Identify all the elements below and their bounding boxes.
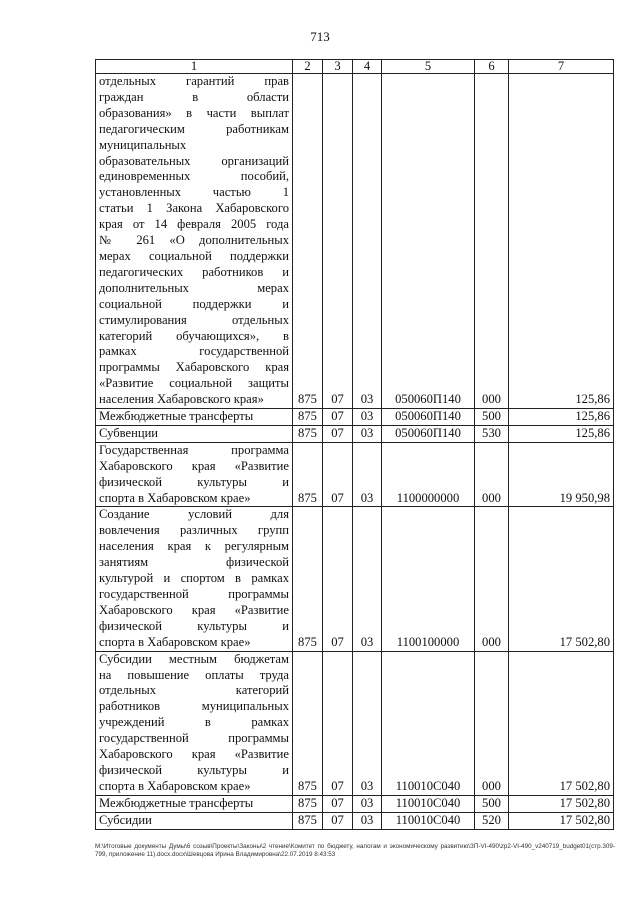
description-line: государственной программы [99,587,289,601]
description-line: учреждений в рамках [99,715,289,730]
row-description [96,442,293,507]
description-line: спорта в Хабаровском крае» [99,490,251,505]
description-line: Хабаровского края «Развитие [99,602,289,617]
section-code-cell: 07 [323,425,353,442]
description-line: муниципальных [99,137,187,152]
expense-type-cell: 000 [475,74,509,409]
subsection-code-cell: 03 [353,507,382,651]
amount-cell: 17 502,80 [509,812,614,829]
amount-cell: 17 502,80 [509,651,614,795]
header-cell: 6 [475,60,509,74]
description-line: спорта в Хабаровском крае» [99,778,251,793]
section-code-cell: 07 [323,651,353,795]
target-article-cell: 1100100000 [382,507,475,651]
expense-type-cell: 500 [475,409,509,426]
header-cell: 2 [293,60,323,74]
expense-type-cell: 000 [475,442,509,507]
description-line: № 261 «О дополнительных [99,233,289,248]
description-line: единовременных пособий, [99,169,289,184]
section-code-cell: 07 [323,507,353,651]
description-line: Субвенции [99,425,159,440]
row-description [96,74,293,409]
description-line: культурой и спортом в рамках [99,571,289,586]
budget-table [95,59,614,830]
header-cell: 4 [353,60,382,74]
page-number: 713 [310,29,330,44]
description-line: «Развитие социальной защиты [99,376,289,391]
description-line: работников муниципальных [99,699,289,714]
subsection-code-cell: 03 [353,425,382,442]
ministry-code-cell: 875 [293,651,323,795]
header-cell: 3 [323,60,353,74]
description-line: спорта в Хабаровском крае» [99,634,251,649]
ministry-code-cell: 875 [293,812,323,829]
expense-type-cell: 530 [475,425,509,442]
row-description [96,812,293,829]
description-line: граждан в области [99,89,289,104]
subsection-code-cell: 03 [353,409,382,426]
description-line: дополнительных мерах [99,280,289,295]
description-line: физической культуры и [99,474,289,489]
table-row [96,74,614,409]
description-line: Межбюджетные трансферты [99,795,254,810]
table-row [96,409,614,426]
description-line: социальной поддержки и [99,296,289,311]
amount-cell: 19 950,98 [509,442,614,507]
description-line: стимулирования отдельных [99,312,289,327]
target-article-cell: 110010С040 [382,651,475,795]
row-description [96,409,293,426]
row-description [96,425,293,442]
subsection-code-cell: 03 [353,795,382,812]
description-line: мерах социальной поддержки [99,248,289,263]
description-line: вовлечения различных групп [99,523,289,538]
section-code-cell: 07 [323,409,353,426]
description-line: статьи 1 Закона Хабаровского [99,201,289,216]
description-line: Хабаровского края «Развитие [99,458,289,473]
description-line: Межбюджетные трансферты [99,409,254,424]
amount-cell: 125,86 [509,74,614,409]
description-line: установленных частью 1 [99,185,289,200]
amount-cell: 17 502,80 [509,795,614,812]
description-line: отдельных гарантий прав [99,74,289,88]
target-article-cell: 1100000000 [382,442,475,507]
expense-type-cell: 000 [475,507,509,651]
header-cell: 7 [509,60,614,74]
description-line: населения Хабаровского края» [99,392,264,407]
description-line: Субсидии [99,812,152,827]
row-description [96,507,293,651]
description-line: Создание условий для [99,507,289,522]
description-line: края от 14 февраля 2005 года [99,217,289,232]
target-article-cell: 050060П140 [382,425,475,442]
table-row [96,795,614,812]
row-description [96,651,293,795]
row-description [96,795,293,812]
header-cell: 5 [382,60,475,74]
ministry-code-cell: 875 [293,507,323,651]
section-code-cell: 07 [323,442,353,507]
subsection-code-cell: 03 [353,442,382,507]
description-line: физической культуры и [99,618,289,633]
description-line: на повышение оплаты труда [99,667,289,682]
ministry-code-cell: 875 [293,409,323,426]
ministry-code-cell: 875 [293,425,323,442]
expense-type-cell: 520 [475,812,509,829]
header-cell: 1 [96,60,293,74]
description-line: образовательных организаций [99,153,289,168]
description-line: педагогических работников и [99,264,289,279]
expense-type-cell: 000 [475,651,509,795]
description-line: Субсидии местным бюджетам [99,651,289,666]
ministry-code-cell: 875 [293,442,323,507]
table-row [96,507,614,651]
description-line: государственной программы [99,731,289,746]
ministry-code-cell: 875 [293,74,323,409]
description-line: программы Хабаровского края [99,360,289,375]
amount-cell: 17 502,80 [509,507,614,651]
expense-type-cell: 500 [475,795,509,812]
section-code-cell: 07 [323,812,353,829]
ministry-code-cell: 875 [293,795,323,812]
table-row [96,812,614,829]
description-line: Хабаровского края «Развитие [99,747,289,762]
description-line: физической культуры и [99,762,289,777]
description-line: категорий обучающихся», в [99,328,289,343]
description-line: занятиям физической [99,555,289,570]
section-code-cell: 07 [323,74,353,409]
subsection-code-cell: 03 [353,74,382,409]
subsection-code-cell: 03 [353,651,382,795]
target-article-cell: 050060П140 [382,409,475,426]
table-row [96,425,614,442]
description-line: рамках государственной [99,344,289,359]
section-code-cell: 07 [323,795,353,812]
document-path-footer: M:\Итоговые документы Думы\6 созыв\Проекты\Законы\2 чтение\Комитет по бюджету, налогам и экономическому развитию\ЗП-VI-490\zp2-VI-490_v240719_budget01(стр.309-799, приложение 11).docx.docx\Шевцова Ирина Владимировна\22.07.2019 8:43:53 [95,843,615,858]
table-row [96,442,614,507]
description-line: педагогическим работникам [99,121,289,136]
amount-cell: 125,86 [509,409,614,426]
header-row [96,60,614,74]
amount-cell: 125,86 [509,425,614,442]
target-article-cell: 050060П140 [382,74,475,409]
table-row [96,651,614,795]
description-line: Государственная программа [99,442,289,457]
subsection-code-cell: 03 [353,812,382,829]
description-line: образования» в части выплат [99,105,289,120]
description-line: населения края к регулярным [99,539,289,554]
target-article-cell: 110010С040 [382,795,475,812]
target-article-cell: 110010С040 [382,812,475,829]
description-line: отдельных категорий [99,683,289,698]
